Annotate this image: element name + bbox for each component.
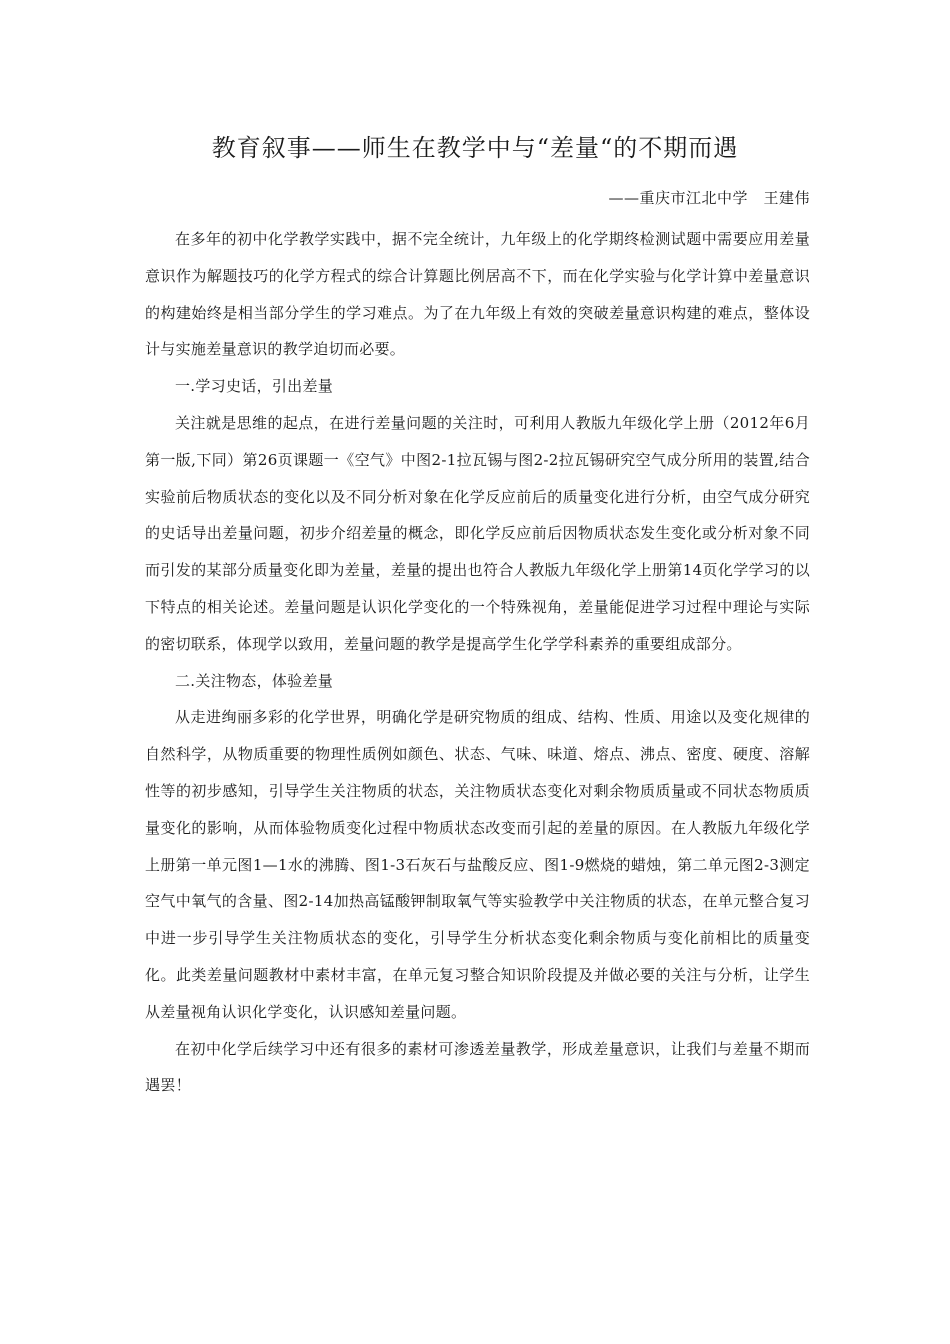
author-byline: ——重庆市江北中学 王建伟 bbox=[608, 189, 810, 207]
section-1-paragraph: 关注就是思维的起点，在进行差量问题的关注时，可利用人教版九年级化学上册（2012年6月第一版,下同）第26页课题一《空气》中图2-1拉瓦锡与图2-2拉瓦锡研究空气成分所用的装置,结合实验前后物质状态的变化以及不同分析对象在化学反应前后的质量变化进行分析，由空气成分研究的史话导出差量问题，初步介绍差量的概念，即化学反应前后因物质状态发生变化或分析对象不同而引发的某部分质量变化即为差量，差量的提出也符合人教版九年级化学上册第14页化学学习的以下特点的相关论述。差量问题是认识化学变化的一个特殊视角，差量能促进学习过程中理论与实际的密切联系，体现学以致用，差量问题的教学是提高学生化学学科素养的重要组成部分。 bbox=[145, 413, 810, 653]
intro-paragraph: 在多年的初中化学教学实践中，据不完全统计，九年级上的化学期终检测试题中需要应用差量意识作为解题技巧的化学方程式的综合计算题比例居高不下，而在化学实验与化学计算中差量意识的构建始终是相当部分学生的学习难点。为了在九年级上有效的突破差量意识构建的难点，整体设计与实施差量意识的教学迫切而必要。 bbox=[145, 230, 810, 359]
section-heading-2: 二.关注物态，体验差量 bbox=[175, 671, 334, 690]
section-heading-1: 一.学习史话，引出差量 bbox=[175, 377, 334, 396]
closing-paragraph: 在初中化学后续学习中还有很多的素材可渗透差量教学，形成差量意识，让我们与差量不期而遇罢！ bbox=[145, 1039, 810, 1095]
section-2-paragraph: 从走进绚丽多彩的化学世界，明确化学是研究物质的组成、结构、性质、用途以及变化规律的自然科学，从物质重要的物理性质例如颜色、状态、气味、味道、熔点、沸点、密度、硬度、溶解性等的初步感知，引导学生关注物质的状态，关注物质状态变化对剩余物质质量或不同状态物质质量变化的影响，从而体验物质变化过程中物质状态改变而引起的差量的原因。在人教版九年级化学上册第一单元图1—1水的沸腾、图1-3石灰石与盐酸反应、图1-9燃烧的蜡烛，第二单元图2-3测定空气中氧气的含量、图2-14加热高锰酸钾制取氧气等实验教学中关注物质的状态，在单元整合复习中进一步引导学生关注物质状态的变化，引导学生分析状态变化剩余物质与变化前相比的质量变化。此类差量问题教材中素材丰富，在单元复习整合知识阶段提及并做必要的关注与分析，让学生从差量视角认识化学变化，认识感知差量问题。 bbox=[145, 708, 810, 1021]
document-title: 教育叙事——师生在教学中与“差量“的不期而遇 bbox=[211, 134, 739, 162]
document-body bbox=[145, 221, 810, 1104]
